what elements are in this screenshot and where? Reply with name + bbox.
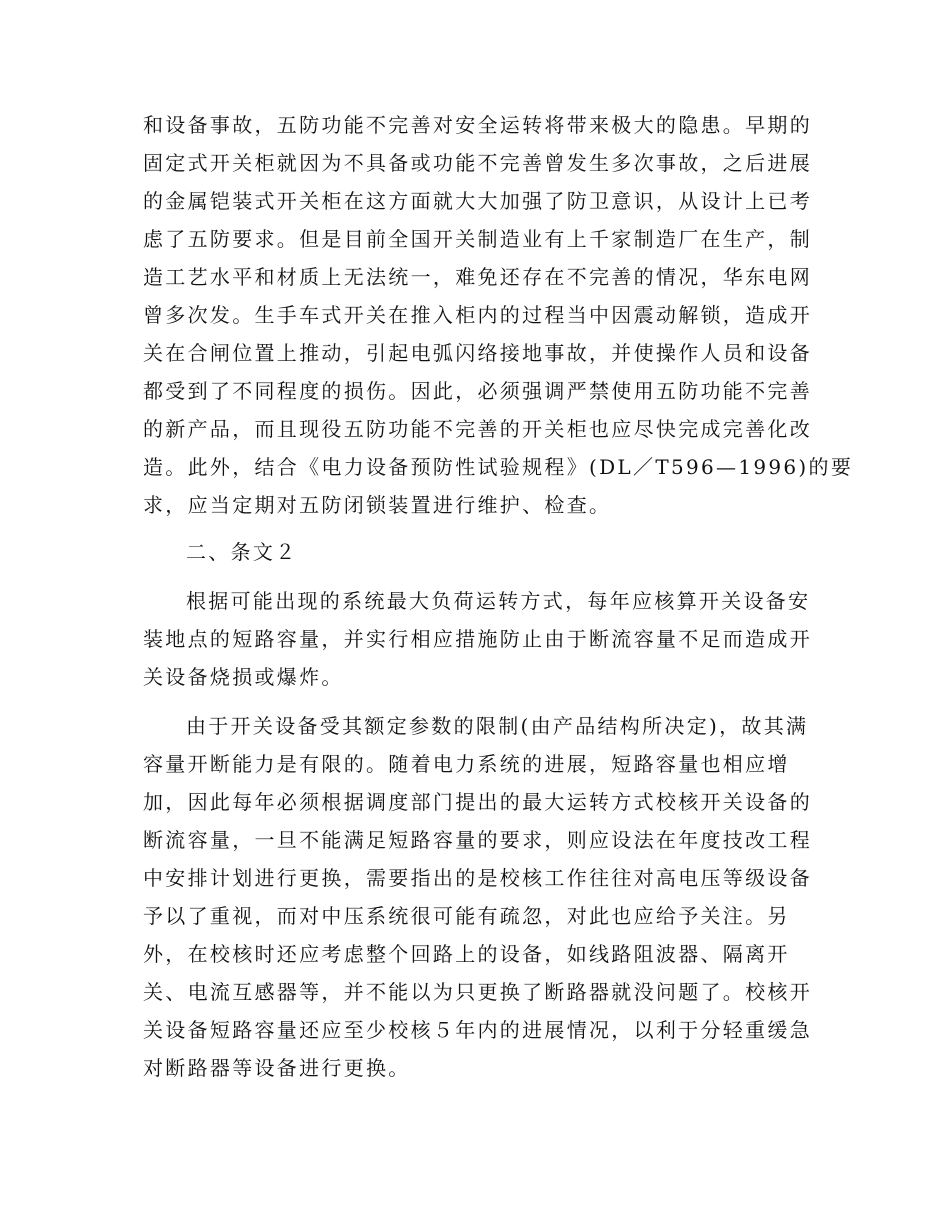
paragraph-line: 断流容量，一旦不能满足短路容量的要求，则应设法在年度技改工程 [143,828,812,852]
paragraph-line: 由于开关设备受其额定参数的限制(由产品结构所决定)，故其满 [186,714,809,738]
paragraph-line: 虑了五防要求。但是目前全国开关制造业有上千家制造厂在生产，制 [143,227,812,251]
paragraph-line: 根据可能出现的系统最大负荷运转方式，每年应核算开关设备安 [186,589,811,613]
paragraph-line: 容量开断能力是有限的。随着电力系统的进展，短路容量也相应增 [143,752,790,776]
paragraph-line: 造工艺水平和材质上无法统一，难免还存在不完善的情况，华东电网 [143,265,812,289]
paragraph-line: 固定式开关柜就因为不具备或功能不完善曾发生多次事故，之后进展 [143,151,812,175]
paragraph-line: 关、电流互感器等，并不能以为只更换了断路器就没问题了。校核开 [143,980,812,1004]
paragraph-line: 造。此外，结合《电力设备预防性试验规程》(DL／T596—1996)的要 [143,455,854,479]
paragraph-line: 予以了重视，而对中压系统很可能有疏忽，对此也应给予关注。另 [143,904,790,928]
paragraph-line: 关设备烧损或爆炸。 [143,665,344,689]
paragraph-line: 曾多次发。生手车式开关在推入柜内的过程当中因震动解锁，造成开 [143,303,812,327]
paragraph-line: 求，应当定期对五防闭锁装置进行维护、检查。 [143,493,612,517]
paragraph-line: 对断路器等设备进行更换。 [143,1056,411,1080]
paragraph-line: 关在合闸位置上推动，引起电弧闪络接地事故，并使操作人员和设备 [143,341,812,365]
paragraph-line: 外，在校核时还应考虑整个回路上的设备，如线路阻波器、隔离开 [143,942,790,966]
paragraph-line: 和设备事故，五防功能不完善对安全运转将带来极大的隐患。早期的 [143,113,812,137]
paragraph-line: 都受到了不同程度的损伤。因此，必须强调严禁使用五防功能不完善 [143,379,812,403]
paragraph-line: 的金属铠装式开关柜在这方面就大大加强了防卫意识，从设计上已考 [143,189,812,213]
paragraph-line: 关设备短路容量还应至少校核５年内的进展情况，以利于分轻重缓急 [143,1018,812,1042]
paragraph-line: 加，因此每年必须根据调度部门提出的最大运转方式校核开关设备的 [143,790,812,814]
section-heading: 二、条文２ [186,540,298,564]
paragraph-line: 中安排计划进行更换，需要指出的是校核工作往往对高电压等级设备 [143,866,812,890]
paragraph-line: 装地点的短路容量，并实行相应措施防止由于断流容量不足而造成开 [143,627,812,651]
paragraph-line: 的新产品，而且现役五防功能不完善的开关柜也应尽快完成完善化改 [143,417,812,441]
